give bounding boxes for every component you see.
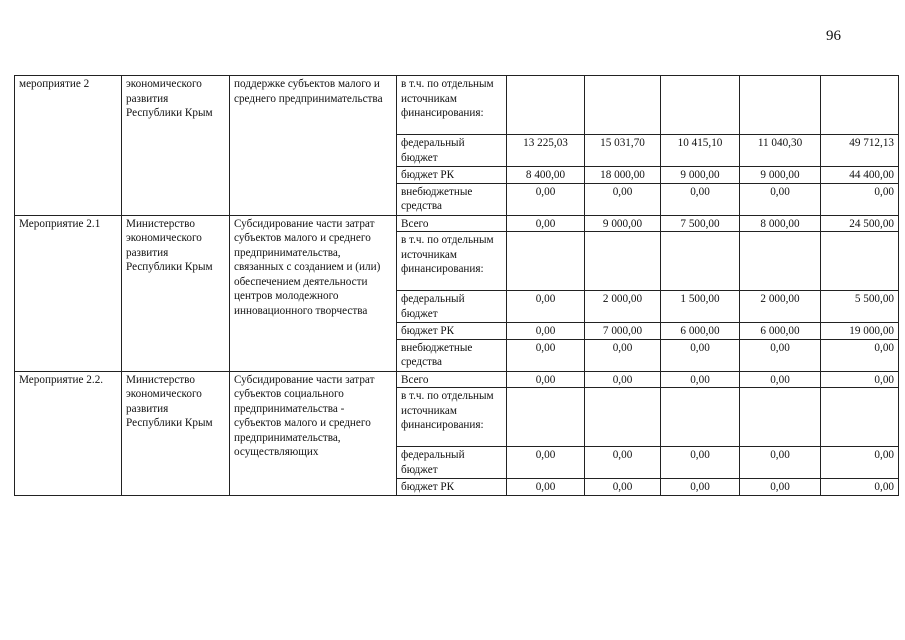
value-cell: 6 000,00: [740, 323, 821, 340]
value-cell: [507, 232, 585, 291]
value-cell: [661, 388, 740, 447]
value-cell: 0,00: [585, 447, 661, 479]
page-number: 96: [826, 28, 841, 44]
value-cell: 0,00: [821, 339, 899, 371]
source-label: Всего: [397, 215, 507, 232]
value-cell: 0,00: [507, 291, 585, 323]
value-cell: 0,00: [585, 479, 661, 496]
value-cell: 0,00: [585, 339, 661, 371]
value-cell: 8 400,00: [507, 167, 585, 184]
value-cell: [585, 388, 661, 447]
value-cell: 9 000,00: [585, 215, 661, 232]
value-cell: 2 000,00: [585, 291, 661, 323]
value-cell: 11 040,30: [740, 135, 821, 167]
value-cell: 24 500,00: [821, 215, 899, 232]
value-cell: [740, 76, 821, 135]
value-cell: 9 000,00: [661, 167, 740, 184]
value-cell: [740, 232, 821, 291]
source-label: бюджет РК: [397, 167, 507, 184]
source-label: внебюджетные средства: [397, 183, 507, 215]
value-cell: 0,00: [585, 371, 661, 388]
value-cell: 18 000,00: [585, 167, 661, 184]
value-cell: [821, 388, 899, 447]
value-cell: 0,00: [661, 183, 740, 215]
value-cell: 19 000,00: [821, 323, 899, 340]
responsible-cell: экономического развития Республики Крым: [122, 76, 230, 216]
value-cell: 0,00: [507, 339, 585, 371]
value-cell: 9 000,00: [740, 167, 821, 184]
value-cell: 0,00: [507, 183, 585, 215]
value-cell: 0,00: [821, 371, 899, 388]
source-label: в т.ч. по отдельным источникам финансирования:: [397, 232, 507, 291]
value-cell: 13 225,03: [507, 135, 585, 167]
description-cell: поддержке субъектов малого и среднего предпринимательства: [230, 76, 397, 216]
value-cell: [661, 76, 740, 135]
value-cell: 0,00: [740, 479, 821, 496]
source-label: бюджет РК: [397, 323, 507, 340]
value-cell: 1 500,00: [661, 291, 740, 323]
value-cell: [821, 76, 899, 135]
table-row: [15, 371, 899, 388]
table-row: [15, 76, 899, 135]
value-cell: 0,00: [740, 339, 821, 371]
source-label: в т.ч. по отдельным источникам финансирования:: [397, 388, 507, 447]
value-cell: 0,00: [507, 323, 585, 340]
value-cell: 7 500,00: [661, 215, 740, 232]
value-cell: 6 000,00: [661, 323, 740, 340]
value-cell: [585, 232, 661, 291]
source-label: федеральный бюджет: [397, 135, 507, 167]
source-label: бюджет РК: [397, 479, 507, 496]
value-cell: 0,00: [821, 183, 899, 215]
source-label: федеральный бюджет: [397, 291, 507, 323]
value-cell: [740, 388, 821, 447]
description-cell: Субсидирование части затрат субъектов малого и среднего предпринимательства, связанных с созданием и (или) обеспечением деятельности центров молодежного инновационного творчества: [230, 215, 397, 371]
event-cell: Мероприятие 2.1: [15, 215, 122, 371]
table-row: [15, 215, 899, 232]
value-cell: 0,00: [507, 447, 585, 479]
value-cell: [661, 232, 740, 291]
value-cell: 7 000,00: [585, 323, 661, 340]
value-cell: 44 400,00: [821, 167, 899, 184]
value-cell: 8 000,00: [740, 215, 821, 232]
budget-table: [14, 75, 899, 496]
responsible-cell: Министерство экономического развития Республики Крым: [122, 371, 230, 495]
value-cell: 5 500,00: [821, 291, 899, 323]
event-cell: Мероприятие 2.2.: [15, 371, 122, 495]
value-cell: 0,00: [740, 447, 821, 479]
source-label: федеральный бюджет: [397, 447, 507, 479]
value-cell: [507, 388, 585, 447]
value-cell: 0,00: [740, 183, 821, 215]
value-cell: 0,00: [661, 339, 740, 371]
responsible-cell: Министерство экономического развития Республики Крым: [122, 215, 230, 371]
source-label: внебюджетные средства: [397, 339, 507, 371]
value-cell: 0,00: [507, 215, 585, 232]
value-cell: 49 712,13: [821, 135, 899, 167]
value-cell: 0,00: [740, 371, 821, 388]
value-cell: 2 000,00: [740, 291, 821, 323]
source-label: в т.ч. по отдельным источникам финансирования:: [397, 76, 507, 135]
value-cell: 0,00: [507, 371, 585, 388]
value-cell: [507, 76, 585, 135]
description-cell: Субсидирование части затрат субъектов социального предпринимательства - субъектов малого и среднего предпринимательства, осуществляющих: [230, 371, 397, 495]
value-cell: 0,00: [507, 479, 585, 496]
value-cell: 0,00: [661, 479, 740, 496]
event-cell: мероприятие 2: [15, 76, 122, 216]
value-cell: [585, 76, 661, 135]
value-cell: 0,00: [661, 447, 740, 479]
value-cell: 10 415,10: [661, 135, 740, 167]
source-label: Всего: [397, 371, 507, 388]
value-cell: 0,00: [585, 183, 661, 215]
value-cell: [821, 232, 899, 291]
value-cell: 0,00: [821, 479, 899, 496]
value-cell: 0,00: [661, 371, 740, 388]
value-cell: 0,00: [821, 447, 899, 479]
value-cell: 15 031,70: [585, 135, 661, 167]
